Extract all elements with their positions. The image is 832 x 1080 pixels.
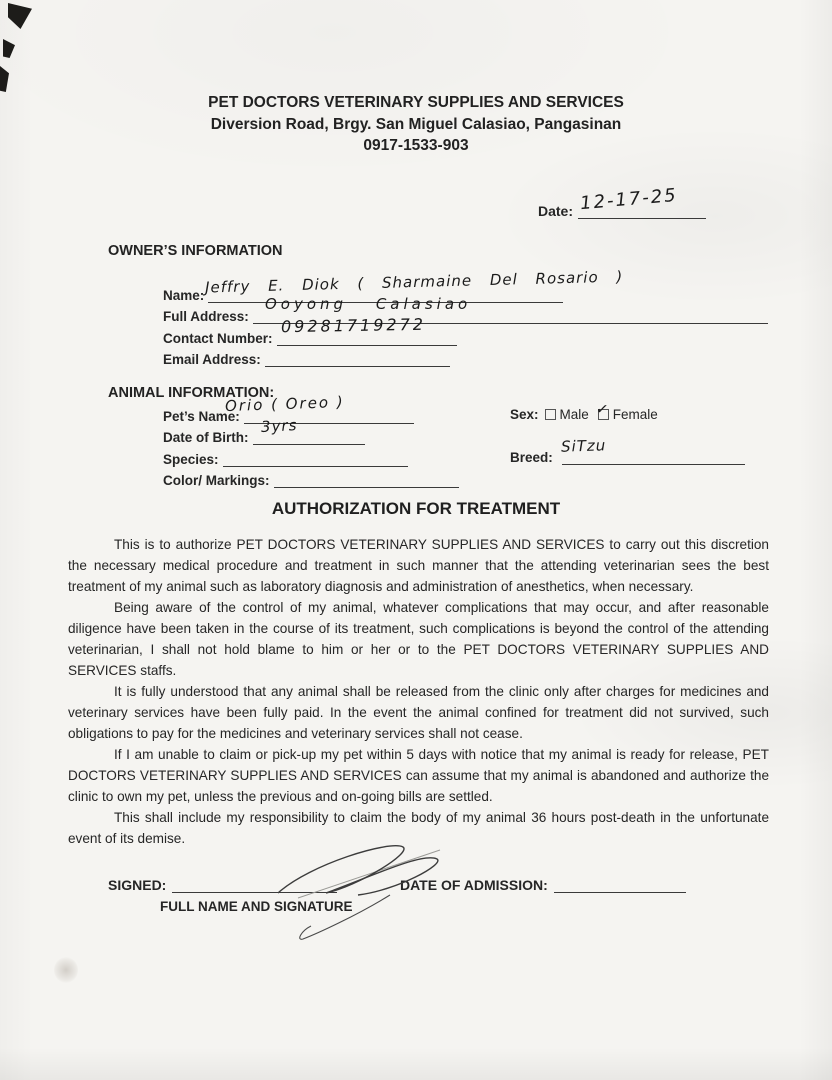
owner-address-handwritten: Ooyong Calasiao [265, 295, 472, 313]
color-markings-blank-line [274, 472, 459, 488]
authorization-paragraph: Being aware of the control of my animal, whatever complications that may occur, and after reasonable diligence have been taken in the course of its treatment, such complications is beyond the control of the attending veterinarian, I shall not hold blame to him or her or to the PET DOCTORS VETERINARY SUPPLIES AND SERVICES staffs. [68, 600, 769, 678]
breed-handwritten: SiTzu [560, 436, 607, 456]
clinic-header [0, 92, 832, 157]
authorization-body [68, 534, 769, 849]
scan-artifact [3, 39, 15, 58]
sex-label: Sex: [510, 406, 539, 422]
authorization-paragraph: This shall include my responsibility to claim the body of my animal 36 hours post-death in the unfortunate event of its demise. [68, 810, 769, 846]
animal-section-title: ANIMAL INFORMATION: [108, 385, 275, 401]
contact-number-blank-line [277, 330, 457, 346]
owner-email-row [163, 346, 768, 368]
checkbox-male-icon [545, 409, 556, 420]
owner-section-title: OWNER’S INFORMATION [108, 243, 283, 259]
signed-field [108, 877, 337, 893]
breed-label: Breed: [510, 449, 553, 465]
sex-field [510, 398, 658, 422]
pet-name-blank-line [244, 408, 414, 424]
pet-name-row [163, 398, 768, 424]
clinic-address: Diversion Road, Brgy. San Miguel Calasiao, Pangasinan [210, 115, 622, 133]
handwritten-signature [240, 838, 480, 953]
date-handwritten-value: 12-17-25 [579, 184, 679, 215]
date-of-admission-field [400, 877, 686, 893]
signature-caption: FULL NAME AND SIGNATURE [160, 899, 353, 914]
dob-blank-line [253, 429, 365, 445]
owner-address-row [163, 303, 768, 325]
owner-name-row [163, 281, 768, 303]
color-markings-row [163, 467, 768, 489]
pet-name-label: Pet’s Name: [163, 408, 240, 424]
owner-contact-row [163, 324, 768, 346]
pet-name-handwritten: Orio ( Oreo ) [224, 392, 345, 416]
dob-handwritten: 3yrs [260, 416, 298, 436]
female-label: Female [612, 406, 658, 422]
breed-field [510, 449, 745, 465]
authorization-paragraph: If I am unable to claim or pick-up my pet within 5 days with notice that my animal is ready for release, PET DOCTORS VETERINARY SUPPLIES AND SERVICES can assume that my animal is abandoned and authorize the clinic to own my pet, unless the previous and on-going bills are settled. [68, 747, 769, 804]
clinic-name: PET DOCTORS VETERINARY SUPPLIES AND SERVICES [208, 94, 624, 111]
checkmark-icon: ✓ [594, 398, 610, 419]
species-row [163, 445, 768, 467]
clinic-phone: 0917-1533-903 [363, 137, 469, 154]
paper-smudge [54, 957, 78, 983]
date-label: Date: [538, 203, 574, 219]
email-address-label: Email Address: [163, 352, 261, 367]
male-label: Male [559, 406, 589, 422]
authorization-paragraph: It is fully understood that any animal shall be released from the clinic only after charges for medicines and veterinary services have been fully paid. In the event the animal confined for treatment did not survived, such obligations to pay for the medicines and veterinary services shall not cease. [68, 684, 769, 741]
full-address-label: Full Address: [163, 309, 249, 324]
species-label: Species: [163, 451, 219, 467]
authorization-paragraph: This is to authorize PET DOCTORS VETERINARY SUPPLIES AND SERVICES to carry out this discretion the necessary medical procedure and treatment in such manner that the attending veterinarian sees the best treatment of my animal such as laboratory diagnosis and administration of anesthetics, when necessary. [68, 537, 769, 594]
owner-contact-handwritten: 09281719272 [280, 314, 427, 337]
dob-row [163, 424, 768, 446]
name-blank-line [208, 287, 563, 303]
signed-blank-line [172, 877, 337, 893]
breed-blank-line [562, 449, 745, 465]
signed-label: SIGNED: [108, 877, 167, 893]
full-address-blank-line [253, 308, 768, 324]
scan-artifact [0, 66, 9, 92]
owner-fields [163, 267, 768, 367]
admission-blank-line [554, 877, 686, 893]
authorization-title: AUTHORIZATION FOR TREATMENT [271, 499, 561, 518]
admission-label: DATE OF ADMISSION: [400, 877, 548, 893]
sex-option-female [594, 398, 658, 422]
name-label: Name: [163, 287, 205, 303]
species-blank-line [223, 451, 408, 467]
contact-number-label: Contact Number: [163, 330, 273, 346]
checkbox-female-icon [594, 398, 610, 420]
date-field [538, 184, 706, 219]
date-blank-line [578, 203, 706, 219]
sex-option-male [545, 407, 589, 422]
email-address-blank-line [265, 351, 450, 367]
scan-artifact [8, 3, 32, 29]
color-markings-label: Color/ Markings: [163, 473, 270, 488]
owner-name-handwritten: Jeffry E. Diok ( Sharmaine Del Rosario ) [204, 267, 624, 297]
animal-fields [163, 392, 768, 488]
dob-label: Date of Birth: [163, 430, 249, 445]
